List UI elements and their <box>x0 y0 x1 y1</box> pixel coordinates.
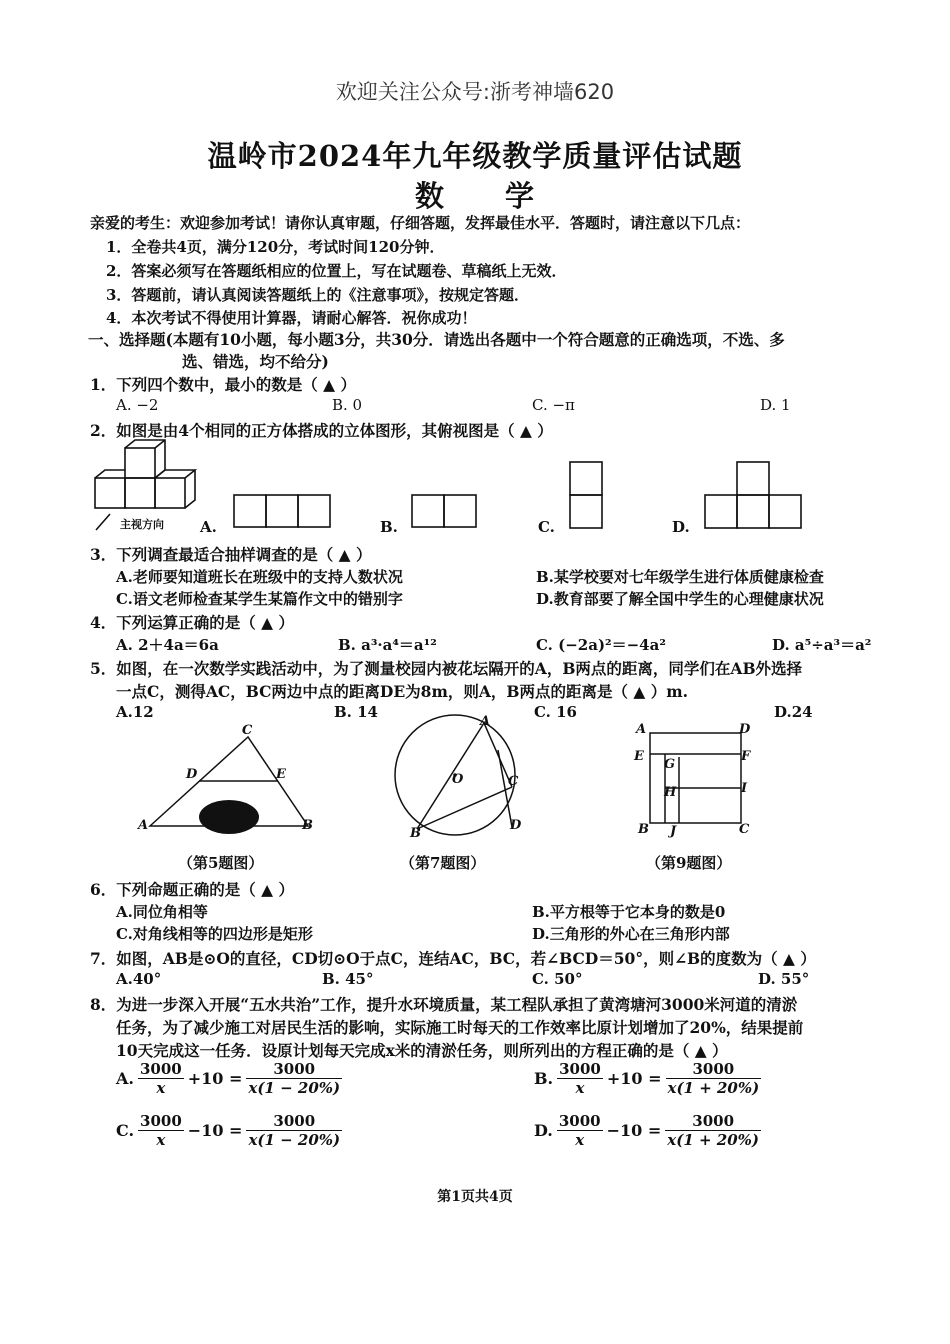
q1-option-d: D. 1 <box>760 396 791 414</box>
q1-option-a: A. −2 <box>116 396 159 414</box>
fig5-label-c: C <box>242 723 253 738</box>
fig9-label-h: H <box>664 785 677 800</box>
q2-option-d-figure <box>703 460 803 530</box>
q7-option-b: B. 45° <box>322 970 374 988</box>
q5-option-d: D.24 <box>774 703 813 721</box>
fig7-caption: （第7题图） <box>400 854 486 872</box>
fig9-label-g: G <box>664 757 676 772</box>
q8-stem-line3: 10天完成这一任务．设原计划每天完成x米的清淤任务，则所列出的方程正确的是（ ▲ ） <box>116 1041 728 1060</box>
q5-option-c: C. 16 <box>534 703 577 721</box>
q8-option-c-label: C. <box>116 1121 135 1140</box>
page-number: 第1页共4页 <box>437 1189 513 1205</box>
section-title: 一、选择题(本题有10小题，每小题3分，共30分．请选出各题中一个符合题意的正确选项，不选、多 <box>88 330 785 349</box>
q3-option-d: D.教育部要了解全国中学生的心理健康状况 <box>536 590 824 608</box>
q5-option-a: A.12 <box>116 703 154 721</box>
fig9-label-d: D <box>739 722 751 737</box>
q5-option-b: B. 14 <box>334 703 378 721</box>
fig5-caption: （第5题图） <box>178 854 264 872</box>
q8-stem-line1: 8．为进一步深入开展“五水共治”工作，提升水环境质量，某工程队承担了黄湾塘河3000米河道的清淤 <box>90 995 798 1014</box>
q8-b-operator: +10 = <box>606 1069 662 1088</box>
q1-option-b: B. 0 <box>332 396 363 414</box>
q2-option-d: D. <box>672 518 690 536</box>
fig7-label-a: A <box>480 714 491 729</box>
note-4: 4．本次考试不得使用计算器，请耐心解答．祝你成功！ <box>106 309 477 327</box>
q3-option-b: B.某学校要对七年级学生进行体质健康检查 <box>536 568 824 586</box>
q8-option-d <box>534 1112 761 1149</box>
q8-c-frac-right: $\frac{3000}{x(1 - 20\%)}$ <box>248 1112 341 1149</box>
q8-option-a <box>116 1060 342 1097</box>
q8-a-frac-left: $\frac{3000}{x}$ <box>139 1060 182 1097</box>
fig9-label-a: A <box>636 722 647 737</box>
q5-stem-line1: 5．如图，在一次数学实践活动中，为了测量校园内被花坛隔开的A，B两点的距离，同学们在AB外选择 <box>90 659 803 678</box>
intro-text: 亲爱的考生：欢迎参加考试！请你认真审题，仔细答题，发挥最佳水平．答题时，请注意以下几点： <box>90 214 751 232</box>
q8-d-frac-right: $\frac{3000}{x(1 + 20\%)}$ <box>667 1112 759 1149</box>
exam-subject: 数 学 <box>414 179 535 213</box>
q8-c-operator: −10 = <box>187 1121 243 1140</box>
q2-view-direction-label: 主视方向 <box>120 518 164 531</box>
q2-option-a: A. <box>200 518 217 536</box>
note-2: 2．答案必须写在答题纸相应的位置上，写在试题卷、草稿纸上无效． <box>106 262 567 280</box>
q6-stem: 6．下列命题正确的是（ ▲ ） <box>90 880 294 899</box>
q8-option-b <box>534 1060 761 1097</box>
q6-option-a: A.同位角相等 <box>116 903 208 921</box>
exam-title: 温岭市2024年九年级教学质量评估试题 <box>207 139 743 173</box>
page-header: 欢迎关注公众号:浙考神墙620 <box>335 80 615 104</box>
q2-option-b: B. <box>380 518 398 536</box>
q8-b-frac-right: $\frac{3000}{x(1 + 20\%)}$ <box>667 1060 760 1097</box>
q2-option-a-figure <box>232 493 332 529</box>
fig9-label-b: B <box>638 822 649 837</box>
q8-option-c <box>116 1112 342 1149</box>
q6-option-d: D.三角形的外心在三角形内部 <box>532 925 730 943</box>
q7-option-c: C. 50° <box>532 970 583 988</box>
q3-option-a: A.老师要知道班长在班级中的支持人数状况 <box>116 568 403 586</box>
fig7-label-d: D <box>510 818 522 833</box>
q7-option-d: D. 55° <box>758 970 810 988</box>
q8-d-frac-left: $\frac{3000}{x}$ <box>558 1112 601 1149</box>
note-1: 1．全卷共4页，满分120分，考试时间120分钟． <box>106 238 445 256</box>
q7-stem: 7．如图，AB是⊙O的直径，CD切⊙O于点C，连结AC，BC，若∠BCD＝50°，则∠B的度数为（ ▲ ） <box>90 949 816 968</box>
q2-option-c: C. <box>538 518 555 536</box>
q7-option-a: A.40° <box>116 970 162 988</box>
fig7-label-o: O <box>452 772 464 787</box>
q3-option-c: C.语文老师检查某学生某篇作文中的错别字 <box>116 590 403 608</box>
fig7-label-b: B <box>410 826 421 841</box>
q5-stem-line2: 一点C，测得AC，BC两边中点的距离DE为8m，则A，B两点的距离是（ ▲ ）m. <box>116 682 689 701</box>
q4-stem: 4．下列运算正确的是（ ▲ ） <box>90 613 294 632</box>
fig5-triangle <box>140 730 320 840</box>
fig7-label-c: C <box>508 774 519 789</box>
q4-option-b: B. a³·a⁴＝a¹² <box>338 636 437 654</box>
q8-b-frac-left: $\frac{3000}{x}$ <box>559 1060 601 1097</box>
q4-option-a: A. 2＋4a＝6a <box>116 636 219 654</box>
q8-a-frac-right: $\frac{3000}{x(1 - 20\%)}$ <box>248 1060 341 1097</box>
q8-a-operator: +10 = <box>187 1069 243 1088</box>
q2-option-c-figure <box>568 460 604 530</box>
fig9-label-f: F <box>741 749 751 764</box>
q2-stem: 2．如图是由4个相同的正方体搭成的立体图形，其俯视图是（ ▲ ） <box>90 421 553 440</box>
q6-option-c: C.对角线相等的四边形是矩形 <box>116 925 313 943</box>
q6-option-b: B.平方根等于它本身的数是0 <box>532 903 726 921</box>
fig9-label-c: C <box>739 822 750 837</box>
q4-option-d: D. a⁵÷a³＝a² <box>772 636 872 654</box>
fig9-rectangle <box>648 730 744 826</box>
q1-option-c: C. −π <box>532 396 575 414</box>
fig5-label-b: B <box>302 818 313 833</box>
fig9-caption: （第9题图） <box>646 854 732 872</box>
q8-d-operator: −10 = <box>606 1121 662 1140</box>
section-title-cont: 选、错选，均不给分) <box>182 352 329 371</box>
q8-option-b-label: B. <box>534 1069 554 1088</box>
note-3: 3．答题前，请认真阅读答题纸上的《注意事项》，按规定答题． <box>106 286 529 304</box>
q8-c-frac-left: $\frac{3000}{x}$ <box>140 1112 182 1149</box>
q8-option-a-label: A. <box>116 1069 134 1088</box>
fig9-label-j: J <box>670 824 677 839</box>
fig5-label-d: D <box>186 767 198 782</box>
q8-stem-line2: 任务，为了减少施工对居民生活的影响，实际施工时每天的工作效率比原计划增加了20%，结果提前 <box>116 1018 804 1037</box>
q4-option-c: C. (−2a)²＝−4a² <box>536 636 666 654</box>
fig9-label-i: I <box>741 781 748 796</box>
q1-stem: 1．下列四个数中，最小的数是（ ▲ ） <box>90 375 356 394</box>
q2-option-b-figure <box>410 493 478 529</box>
q8-option-d-label: D. <box>534 1121 553 1140</box>
q3-stem: 3．下列调查最适合抽样调查的是（ ▲ ） <box>90 545 372 564</box>
fig9-label-e: E <box>634 749 644 764</box>
fig5-label-a: A <box>138 818 149 833</box>
fig5-label-e: E <box>276 767 286 782</box>
